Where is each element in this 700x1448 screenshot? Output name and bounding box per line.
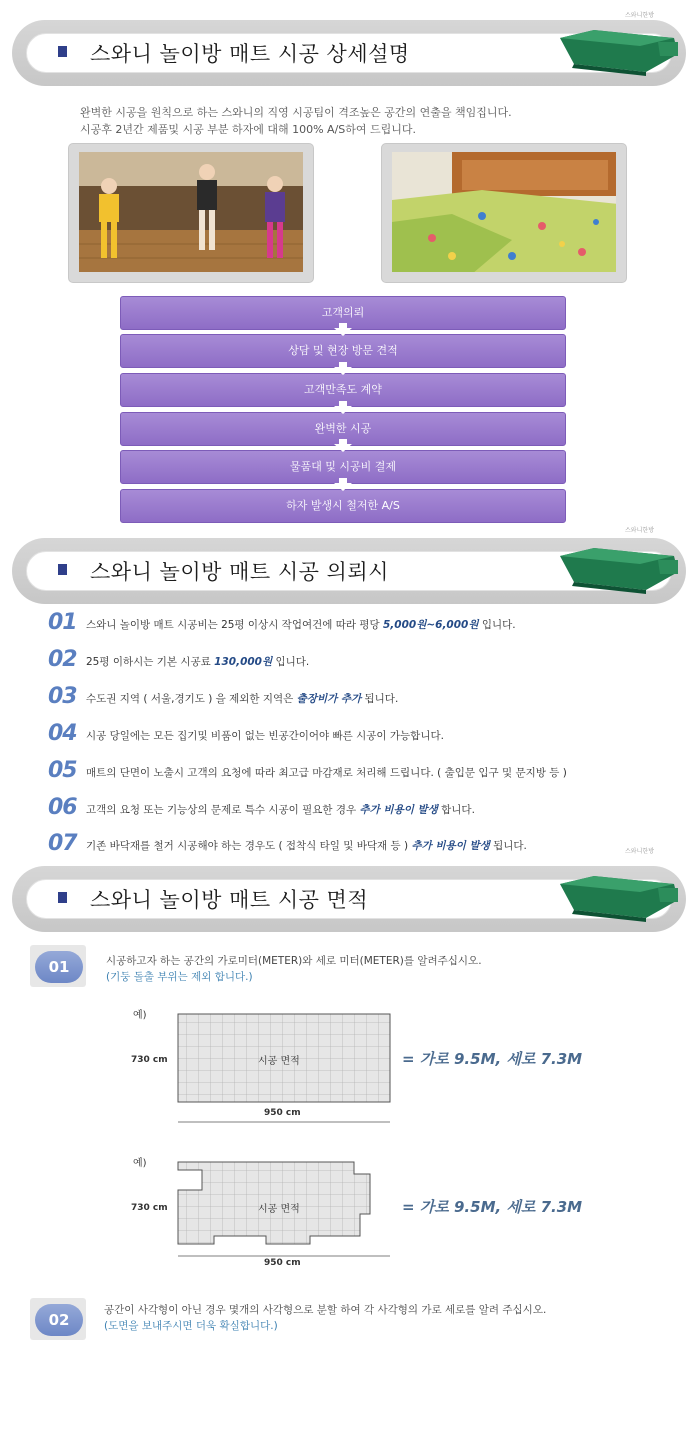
area-label: 시공 면적 bbox=[258, 1056, 300, 1067]
item-number: 05 bbox=[48, 758, 77, 783]
section-title: 스와니 놀이방 매트 시공 의뢰시 bbox=[90, 560, 389, 584]
step-1-text: 시공하고자 하는 공간의 가로미터(METER)와 세로 미터(METER)를 알려주십시오. (기둥 돌출 부위는 제외 합니다.) bbox=[106, 955, 482, 983]
item-number: 03 bbox=[48, 684, 77, 709]
step-badge-01: 01 bbox=[30, 945, 88, 989]
down-arrow-icon bbox=[334, 367, 352, 375]
height-label: 730 cm bbox=[131, 1055, 168, 1065]
flow-step-3: 고객만족도 계약 bbox=[120, 373, 566, 407]
item-number: 06 bbox=[48, 795, 77, 820]
item-number: 07 bbox=[48, 831, 77, 856]
bullet-square-icon bbox=[58, 892, 67, 903]
down-arrow-icon bbox=[334, 444, 352, 452]
intro-text bbox=[80, 104, 512, 138]
width-label: 950 cm bbox=[264, 1258, 301, 1268]
area-result: = 가로 9.5M, 세로 7.3M bbox=[402, 1050, 583, 1068]
brand-mark: 스와니한방 bbox=[625, 527, 654, 534]
flow-step-5: 물품대 및 시공비 결제 bbox=[120, 450, 566, 484]
intro-line-2: 시공후 2년간 제품및 시공 부분 하자에 대해 100% A/S하여 드립니다. bbox=[80, 123, 417, 136]
down-arrow-icon bbox=[334, 483, 352, 491]
puzzle-mat-icon bbox=[554, 874, 682, 922]
flow-step-1: 고객의뢰 bbox=[120, 296, 566, 330]
intro-line-1: 완벽한 시공을 원칙으로 하는 스와니의 직영 시공팀이 격조높은 공간의 연출을 책임집니다. bbox=[80, 106, 512, 119]
item-number: 04 bbox=[48, 721, 77, 746]
section-title: 스와니 놀이방 매트 시공 상세설명 bbox=[90, 42, 410, 66]
flow-step-4: 완벽한 시공 bbox=[120, 412, 566, 446]
brand-mark: 스와니한방 bbox=[625, 848, 654, 855]
height-label: 730 cm bbox=[131, 1203, 168, 1213]
photo-play-mat-room bbox=[381, 143, 627, 283]
section-header-detail bbox=[12, 20, 686, 86]
area-result: = 가로 9.5M, 세로 7.3M bbox=[402, 1198, 583, 1216]
step-badge-02: 02 bbox=[30, 1298, 88, 1342]
item-number: 01 bbox=[48, 610, 77, 635]
section-header-area bbox=[12, 866, 686, 932]
flow-step-2: 상담 및 현장 방문 견적 bbox=[120, 334, 566, 368]
puzzle-mat-icon bbox=[554, 546, 682, 594]
section-header-request bbox=[12, 538, 686, 604]
example-label: 예) bbox=[133, 1158, 147, 1169]
puzzle-mat-icon bbox=[554, 28, 682, 76]
photo-kids-dancing bbox=[68, 143, 314, 283]
item-number: 02 bbox=[48, 647, 77, 672]
area-label: 시공 면적 bbox=[258, 1204, 300, 1215]
bullet-square-icon bbox=[58, 564, 67, 575]
step-2-text: 공간이 사각형이 아닌 경우 몇개의 사각형으로 분할 하여 각 사각형의 가로 세로를 알려 주십시오. (도면을 보내주시면 더욱 확실합니다.) bbox=[104, 1304, 547, 1332]
width-label: 950 cm bbox=[264, 1108, 301, 1118]
bullet-square-icon bbox=[58, 46, 67, 57]
down-arrow-icon bbox=[334, 328, 352, 336]
example-label: 예) bbox=[133, 1010, 147, 1021]
flow-step-6: 하자 발생시 철저한 A/S bbox=[120, 489, 566, 523]
section-title: 스와니 놀이방 매트 시공 면적 bbox=[90, 888, 369, 912]
brand-mark: 스와니한방 bbox=[625, 12, 654, 19]
down-arrow-icon bbox=[334, 406, 352, 414]
